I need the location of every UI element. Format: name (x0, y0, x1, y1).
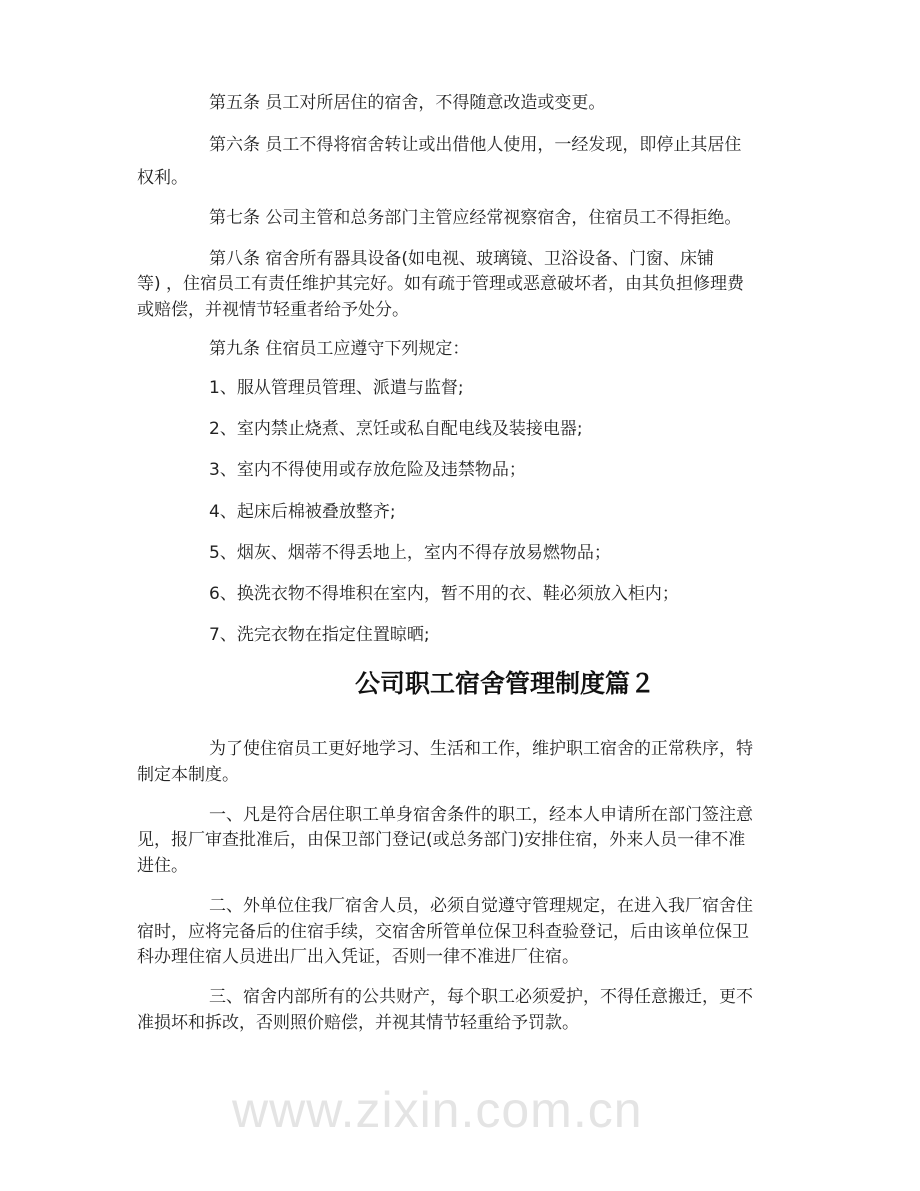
article-5: 第五条 员工对所居住的宿舍，不得随意改造或变更。 (209, 93, 606, 113)
article-8-cont: 等) ，住宿员工有责任维护其完好。如有疏于管理或恶意破坏者，由其负担修理费 (137, 274, 745, 294)
clause-1: 一、凡是符合居住职工单身宿舍条件的职工，经本人申请所在部门签注意 (209, 805, 753, 825)
article-6: 第六条 员工不得将宿舍转让或出借他人使用，一经发现，即停止其居住 (209, 135, 742, 155)
rule-item: 5、烟灰、烟蒂不得丢地上，室内不得存放易燃物品； (209, 543, 611, 563)
rule-item: 6、换洗衣物不得堆积在室内，暂不用的衣、鞋必须放入柜内； (209, 584, 679, 604)
watermark: www.zixin.com.cn (232, 1082, 643, 1138)
clause-1-cont: 进住。 (137, 856, 188, 876)
article-8-cont: 或赔偿，并视情节轻重者给予处分。 (137, 300, 409, 320)
section-title: 公司职工宿舍管理制度篇２ (354, 669, 655, 698)
intro-paragraph: 为了使住宿员工更好地学习、生活和工作，维护职工宿舍的正常秩序，特 (209, 739, 753, 759)
rule-item: 3、室内不得使用或存放危险及违禁物品； (209, 460, 526, 480)
rule-item: 4、起床后棉被叠放整齐; (209, 502, 396, 522)
clause-2: 二、外单位住我厂宿舍人员，必须自觉遵守管理规定，在进入我厂宿舍住 (209, 896, 753, 916)
article-9: 第九条 住宿员工应遵守下列规定： (209, 339, 470, 359)
clause-1-cont: 见，报厂审查批准后，由保卫部门登记(或总务部门)安排住宿，外来人员一律不准 (137, 830, 746, 850)
article-8: 第八条 宿舍所有器具设备(如电视、玻璃镜、卫浴设备、门窗、床铺 (209, 249, 715, 269)
clause-2-cont: 宿时，应将完备后的住宿手续，交宿舍所管单位保卫科查验登记，后由该单位保卫 (137, 922, 749, 942)
article-7: 第七条 公司主管和总务部门主管应经常视察宿舍，住宿员工不得拒绝。 (209, 208, 742, 228)
clause-3-cont: 准损坏和拆改，否则照价赔偿，并视其情节轻重给予罚款。 (137, 1013, 579, 1033)
intro-paragraph-cont: 制定本制度。 (137, 765, 239, 785)
clause-2-cont: 科办理住宿人员进出厂出入凭证，否则一律不准进厂住宿。 (137, 947, 579, 967)
rule-item: 7、洗完衣物在指定住置晾晒; (209, 625, 430, 645)
article-6-cont: 权利。 (137, 168, 188, 188)
rule-item: 2、室内禁止烧煮、烹饪或私自配电线及装接电器; (209, 419, 583, 439)
clause-3: 三、宿舍内部所有的公共财产，每个职工必须爱护，不得任意搬迁，更不 (209, 987, 753, 1007)
rule-item: 1、服从管理员管理、派遣与监督; (209, 378, 464, 398)
